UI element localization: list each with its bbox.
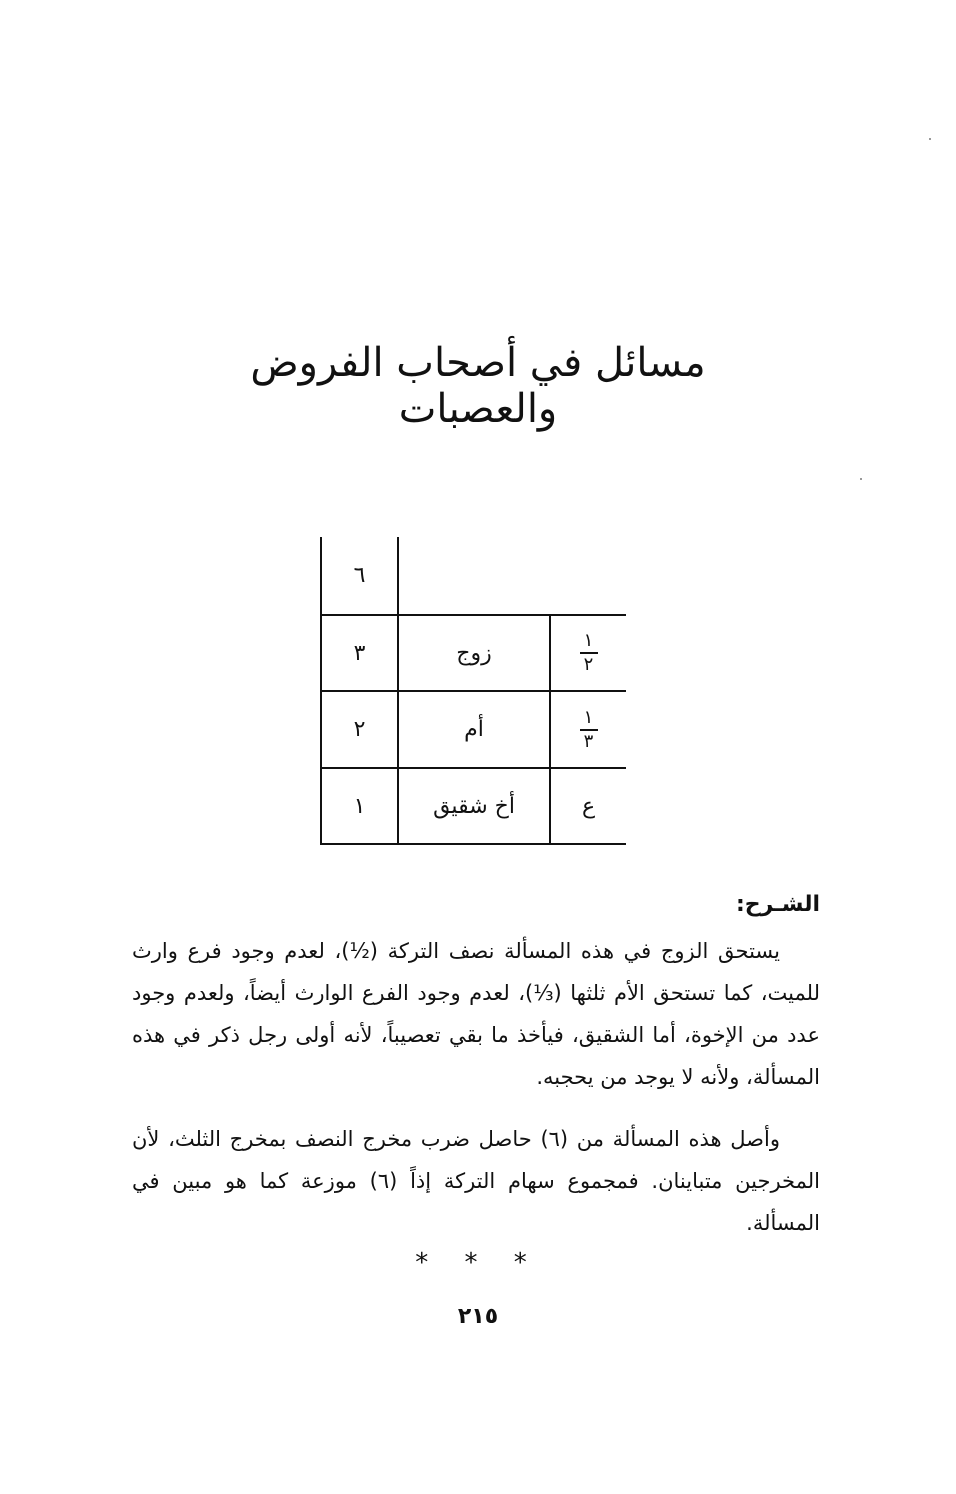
section-label: الشـرح: bbox=[735, 892, 820, 917]
page-number: ٢١٥ bbox=[457, 1304, 499, 1329]
paragraph: يستحق الزوج في هذه المسألة نصف التركة (½)، لعدم وجود فرع وارث للميت، كما تستحق الأم ثلثها (⅓)، لعدم وجود الفرع الوارث أيضاً، ولعدم وجود عدد من الإخوة، أما الشقيق، فيأخذ ما بقي تعصيباً، لأنه أولى رجل ذكر في هذه المسألة، ولأنه لا يوجد من يحجبه. bbox=[132, 939, 820, 1089]
table-cell-portion: ١ bbox=[353, 793, 366, 819]
table-line bbox=[320, 843, 626, 845]
table-cell-heir: زوج bbox=[456, 640, 492, 666]
table-cell-portion: ٣ bbox=[353, 640, 366, 666]
paragraph: وأصل هذه المسألة من (٦) حاصل ضرب مخرج النصف بمخرج الثلث، لأن المخرجين متباينان. فمجموع سهام التركة إذاً (٦) موزعة كما هو مبين في المسألة. bbox=[132, 1127, 820, 1235]
table-cell-heir: أم bbox=[464, 717, 484, 742]
table-total: ٦ bbox=[353, 563, 366, 588]
table-cell-share: $\frac{١}{٣}$ bbox=[551, 692, 626, 767]
table-cell-heir: أخ شقيق bbox=[433, 793, 515, 819]
table-cell-share: ع bbox=[581, 793, 596, 819]
separator: * * * bbox=[415, 1248, 541, 1278]
table-cell-portion: ٢ bbox=[353, 717, 366, 742]
scan-speck bbox=[860, 478, 862, 480]
scan-speck bbox=[929, 138, 931, 140]
page-title: مسائل في أصحاب الفروض والعصبات bbox=[250, 340, 706, 432]
table-cell-share: $\frac{١}{٢}$ bbox=[551, 616, 626, 690]
